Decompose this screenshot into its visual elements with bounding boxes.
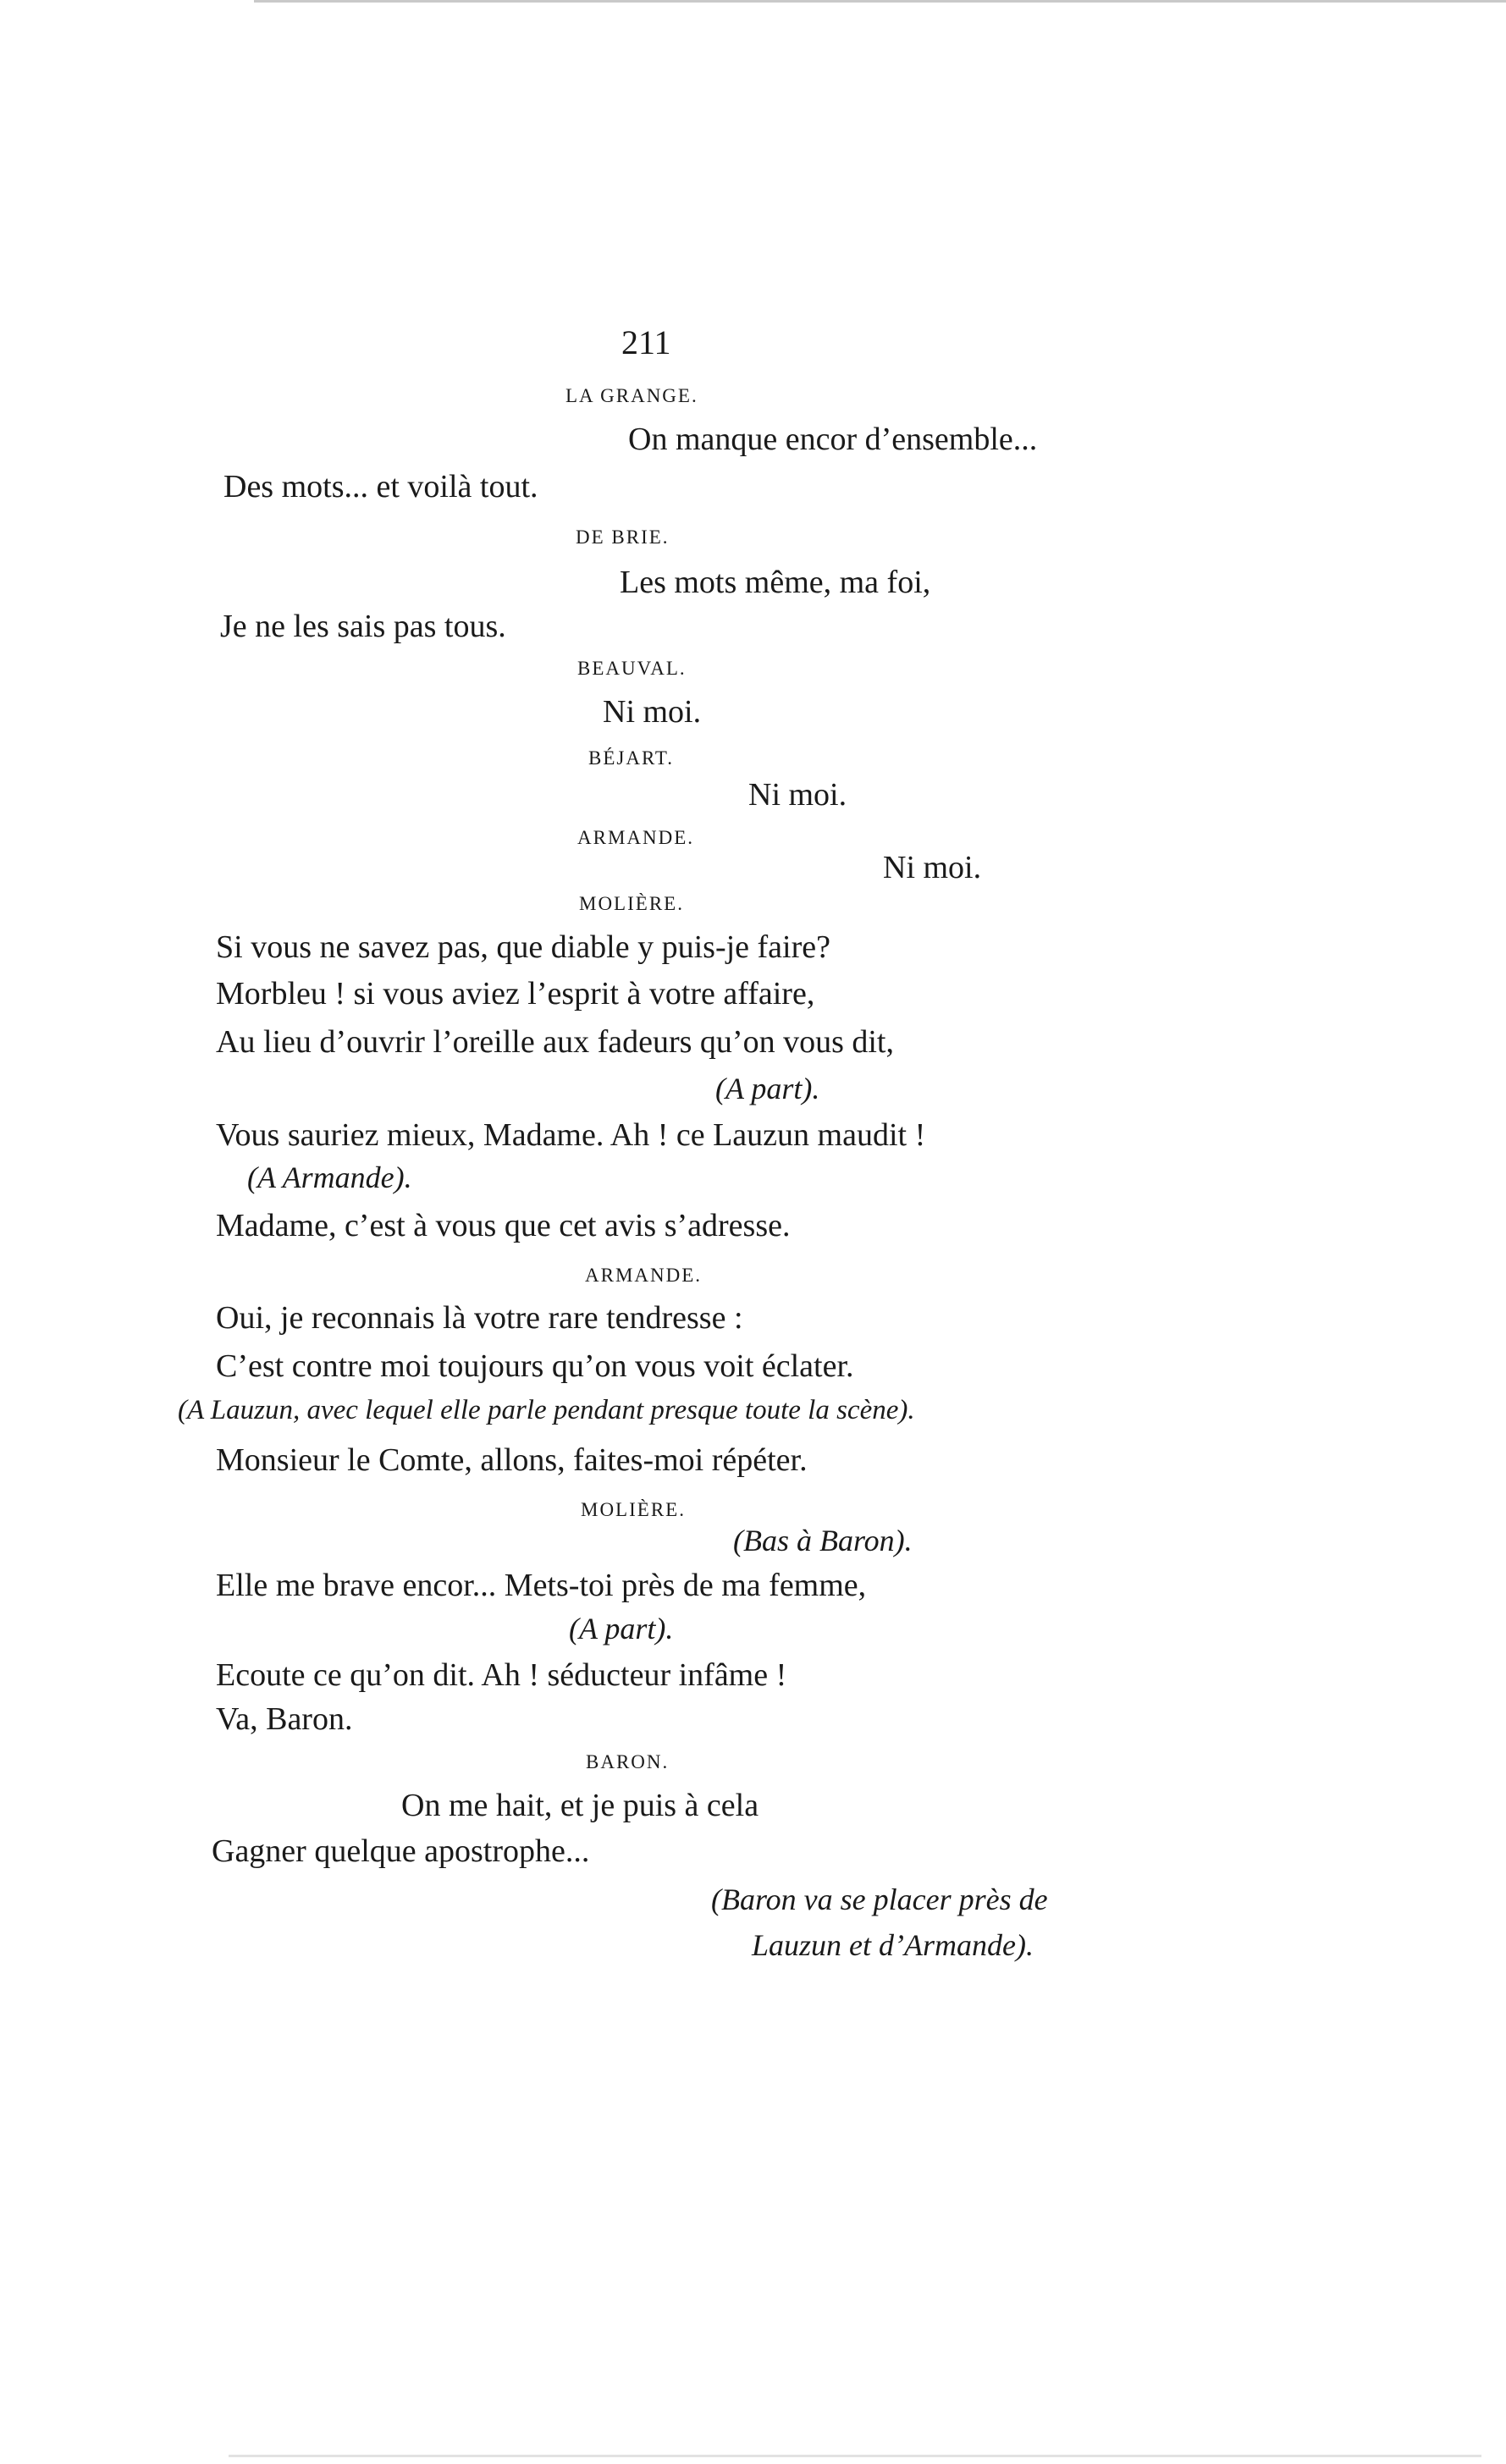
stage-direction: Lauzun et d’Armande). bbox=[752, 1928, 1034, 1962]
page-edge-bottom bbox=[229, 2455, 1481, 2457]
verse-line: Ni moi. bbox=[748, 777, 847, 813]
page-number: 211 bbox=[621, 323, 671, 361]
verse-line: Oui, je reconnais là votre rare tendresse : bbox=[216, 1300, 743, 1336]
verse-line: C’est contre moi toujours qu’on vous voit éclater. bbox=[216, 1348, 854, 1384]
verse-line: Si vous ne savez pas, que diable y puis-je faire? bbox=[216, 929, 830, 965]
verse-line: Elle me brave encor... Mets-toi près de ma femme, bbox=[216, 1568, 867, 1603]
verse-line: Va, Baron. bbox=[216, 1701, 353, 1737]
verse-line: Ni moi. bbox=[603, 694, 702, 730]
stage-direction: (A part). bbox=[569, 1612, 674, 1645]
speaker-baron: BARON. bbox=[586, 1751, 670, 1772]
verse-line: Morbleu ! si vous aviez l’esprit à votre affaire, bbox=[216, 976, 815, 1012]
stage-direction: (A part). bbox=[715, 1072, 820, 1105]
verse-line: Gagner quelque apostrophe... bbox=[212, 1833, 590, 1869]
speaker-moliere: MOLIÈRE. bbox=[581, 1499, 686, 1520]
verse-line: Madame, c’est à vous que cet avis s’adresse. bbox=[216, 1208, 791, 1243]
page-edge-top bbox=[254, 0, 1506, 3]
speaker-moliere: MOLIÈRE. bbox=[579, 893, 684, 914]
stage-direction: (A Armande). bbox=[247, 1160, 412, 1194]
verse-line: On manque encor d’ensemble... bbox=[628, 422, 1038, 457]
verse-line: Au lieu d’ouvrir l’oreille aux fadeurs qu’on vous dit, bbox=[216, 1024, 894, 1060]
verse-line: Des mots... et voilà tout. bbox=[223, 469, 538, 504]
stage-direction: (Baron va se placer près de bbox=[711, 1882, 1048, 1916]
speaker-bejart: BÉJART. bbox=[588, 747, 675, 769]
verse-line: Vous sauriez mieux, Madame. Ah ! ce Lauzun maudit ! bbox=[216, 1117, 926, 1153]
speaker-de-brie: DE BRIE. bbox=[576, 526, 670, 548]
verse-line: Je ne les sais pas tous. bbox=[220, 609, 506, 644]
speaker-la-grange: LA GRANGE. bbox=[565, 385, 698, 406]
verse-line: On me hait, et je puis à cela bbox=[401, 1788, 759, 1823]
speaker-beauval: BEAUVAL. bbox=[577, 658, 687, 679]
speaker-armande: ARMANDE. bbox=[585, 1265, 703, 1286]
speaker-armande: ARMANDE. bbox=[577, 827, 695, 848]
verse-line: Ecoute ce qu’on dit. Ah ! séducteur infâme ! bbox=[216, 1657, 787, 1693]
verse-line: Monsieur le Comte, allons, faites-moi répéter. bbox=[216, 1442, 808, 1478]
stage-direction: (Bas à Baron). bbox=[733, 1524, 913, 1557]
verse-line: Les mots même, ma foi, bbox=[620, 565, 931, 600]
stage-direction: (A Lauzun, avec lequel elle parle pendant presque toute la scène). bbox=[178, 1395, 915, 1425]
verse-line: Ni moi. bbox=[883, 850, 982, 885]
